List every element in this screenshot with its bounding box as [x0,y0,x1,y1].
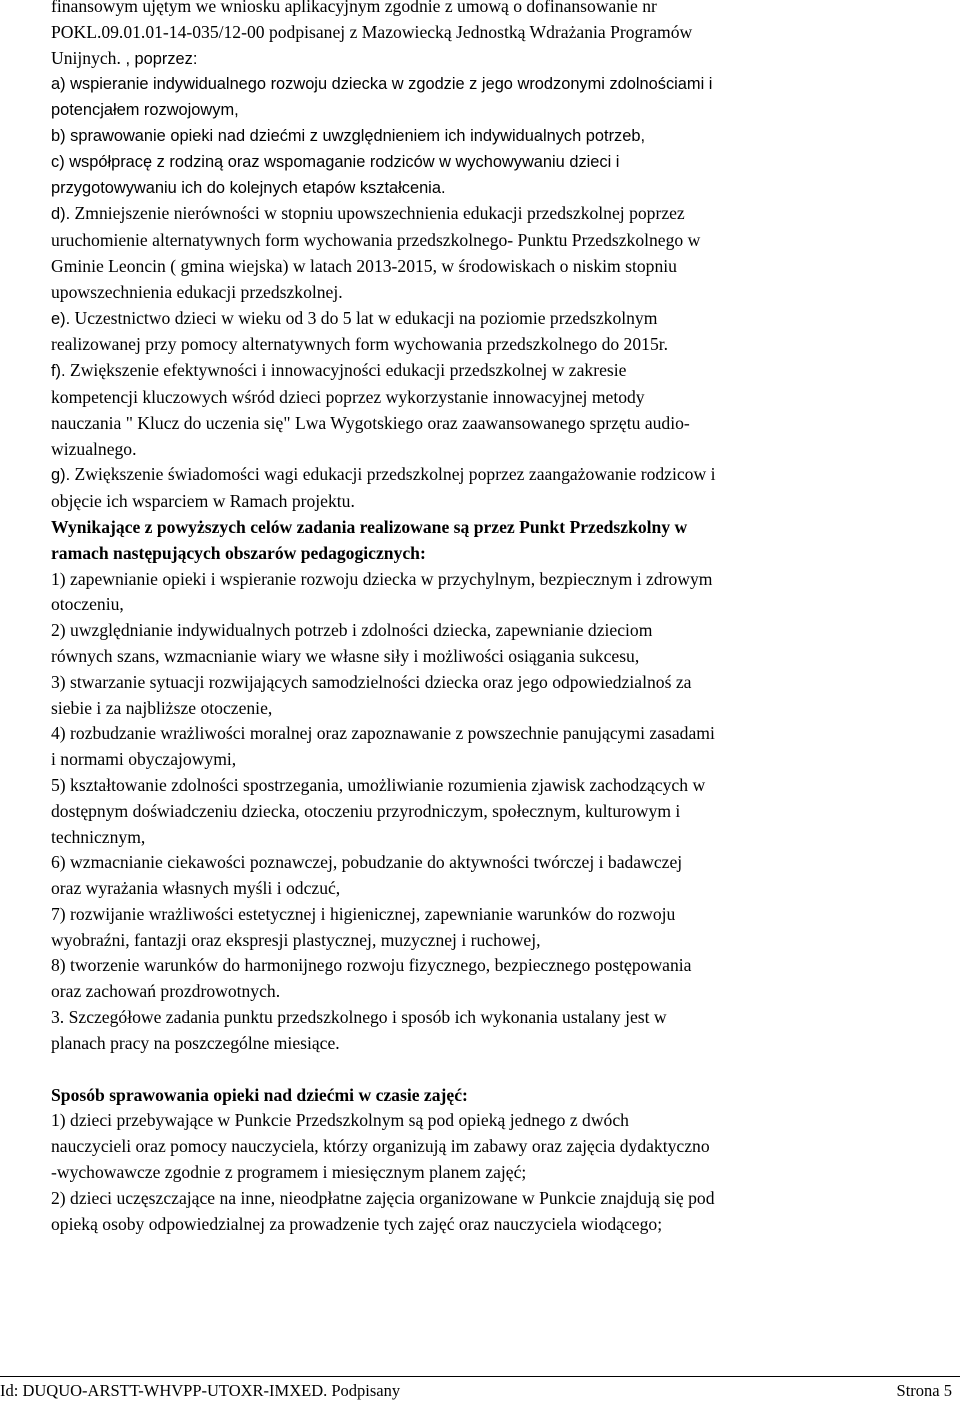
goal-line: b) sprawowanie opieki nad dziećmi z uwzględnieniem ich indywidualnych potrzeb, [51,126,646,145]
document-id: Id: DUQUO-ARSTT-WHVPP-UTOXR-IMXED. Podpisany [0,1381,401,1400]
intro-line: POKL.09.01.01-14-035/12-00 podpisanej z Mazowiecką Jednostką Wdrażania Programów [51,21,693,42]
care-line: 2) dzieci uczęszczające na inne, nieodpłatne zajęcia organizowane w Punkcie znajdują się pod [51,1187,715,1208]
area-line: otoczeniu, [51,594,124,615]
goal-g-line: objęcie ich wsparciem w Ramach projektu. [51,491,355,512]
goal-e-line [51,306,931,333]
goal-d-line: uruchomienie alternatywnych form wychowania przedszkolnego- Punktu Przedszkolnego w [51,230,701,251]
intro-line: finansowym ujętym we wniosku aplikacyjnym zgodnie z umową o dofinansowanie nr [51,0,657,16]
goal-line: przygotowywaniu ich do kolejnych etapów kształcenia. [51,178,446,197]
goal-e-label: e). [51,309,71,328]
area-line: technicznym, [51,826,146,847]
goal-g-text: Zwiększenie świadomości wagi edukacji przedszkolnej poprzez zaangażowanie rodzicow i [74,464,716,485]
goal-f-line [51,358,931,385]
goal-f-label: f). [51,362,66,381]
area-line: 5) kształtowanie zdolności spostrzegania, umożliwianie rozumienia zjawisk zachodzących w [51,774,706,795]
area-line: 1) zapewnianie opieki i wspieranie rozwoju dziecka w przychylnym, bezpiecznym i zdrowym [51,568,713,589]
care-line: -wychowawcze zgodnie z programem i miesięcznym planem zajęć; [51,1162,527,1183]
area-line: oraz wyrażania własnych myśli i odczuć, [51,878,341,899]
goal-f-line: nauczania " Klucz do uczenia się" Lwa Wygotskiego oraz zaawansowanego sprzętu audio- [51,412,690,433]
goal-e-text: Uczestnictwo dzieci w wieku od 3 do 5 lat w edukacji na poziomie przedszkolnym [74,307,658,328]
goal-g-line [51,462,931,489]
area-line: 7) rozwijanie wrażliwości estetycznej i higienicznej, zapewnianie warunków do rozwoju [51,903,676,924]
page-number: Strona 5 [896,1381,952,1400]
care-heading: Sposób sprawowania opieki nad dziećmi w czasie zajęć: [51,1084,468,1105]
goal-d-line: upowszechnienia edukacji przedszkolnej. [51,281,343,302]
goal-line: a) wspieranie indywidualnego rozwoju dziecka w zgodzie z jego wrodzonymi zdolnościami i [51,75,713,94]
area-line: 4) rozbudzanie wrażliwości moralnej oraz zapoznawanie z powszechnie panującymi zasadami [51,723,715,744]
goal-f-line: kompetencji kluczowych wśród dzieci poprzez wykorzystanie innowacyjnej metody [51,386,645,407]
areas-heading: Wynikające z powyższych celów zadania realizowane są przez Punkt Przedszkolny w [51,516,688,537]
area-line: 2) uwzględnianie indywidualnych potrzeb i zdolności dziecka, zapewnianie dzieciom [51,620,653,641]
intro-line [51,46,931,73]
care-line: opieką osoby odpowiedzialnej za prowadzenie tych zajęć oraz nauczyciela wiodącego; [51,1213,663,1234]
section-3-line: planach pracy na poszczególne miesiące. [51,1032,340,1053]
goal-d-label: d). [51,205,71,224]
area-line: 3) stwarzanie sytuacji rozwijających samodzielności dziecka oraz jego odpowiedzialnoś za [51,671,692,692]
area-line: dostępnym doświadczeniu dziecka, otoczeniu przyrodniczym, społecznym, kulturowym i [51,800,681,821]
areas-heading: ramach następujących obszarów pedagogicznych: [51,542,426,563]
area-line: 6) wzmacnianie ciekawości poznawczej, pobudzanie do aktywności twórczej i badawczej [51,852,683,873]
goal-f-line: wizualnego. [51,438,137,459]
goal-line: c) współpracę z rodziną oraz wspomaganie rodziców w wychowywaniu dzieci i [51,152,620,171]
goal-d-text: Zmniejszenie nierówności w stopniu upowszechnienia edukacji przedszkolnej poprzez [74,203,685,224]
goal-e-line: realizowanej przy pomocy alternatywnych form wychowania przedszkolnego do 2015r. [51,334,669,355]
goal-g-label: g). [51,466,71,485]
goal-d-line: Gminie Leoncin ( gmina wiejska) w latach 2013-2015, w środowiskach o niskim stopniu [51,255,677,276]
section-3-line: 3. Szczegółowe zadania punktu przedszkolnego i sposób ich wykonania ustalany jest w [51,1007,667,1028]
goal-d-line [51,201,931,228]
intro-line-text: Unijnych. [51,47,121,68]
goal-f-text: Zwiększenie efektywności i innowacyjności edukacji przedszkolnej w zakresie [69,360,627,381]
intro-sans-text: , poprzez: [120,49,198,68]
area-line: i normami obyczajowymi, [51,749,237,770]
area-line: równych szans, wzmacnianie wiary we własne siły i możliwości osiągania sukcesu, [51,645,640,666]
care-line: nauczycieli oraz pomocy nauczyciela, którzy organizują im zabawy oraz zajęcia dydaktyczno [51,1136,710,1157]
area-line: siebie i za najbliższe otoczenie, [51,697,273,718]
footer-divider [0,1376,960,1377]
document-body [51,0,931,1237]
care-line: 1) dzieci przebywające w Punkcie Przedszkolnym są pod opieką jednego z dwóch [51,1110,629,1131]
paragraph-gap [51,1057,931,1083]
goal-line: potencjałem rozwojowym, [51,101,239,120]
area-line: oraz zachowań prozdrowotnych. [51,981,281,1002]
area-line: wyobraźni, fantazji oraz ekspresji plastycznej, muzycznej i ruchowej, [51,929,541,950]
area-line: 8) tworzenie warunków do harmonijnego rozwoju fizycznego, bezpiecznego postępowania [51,955,692,976]
